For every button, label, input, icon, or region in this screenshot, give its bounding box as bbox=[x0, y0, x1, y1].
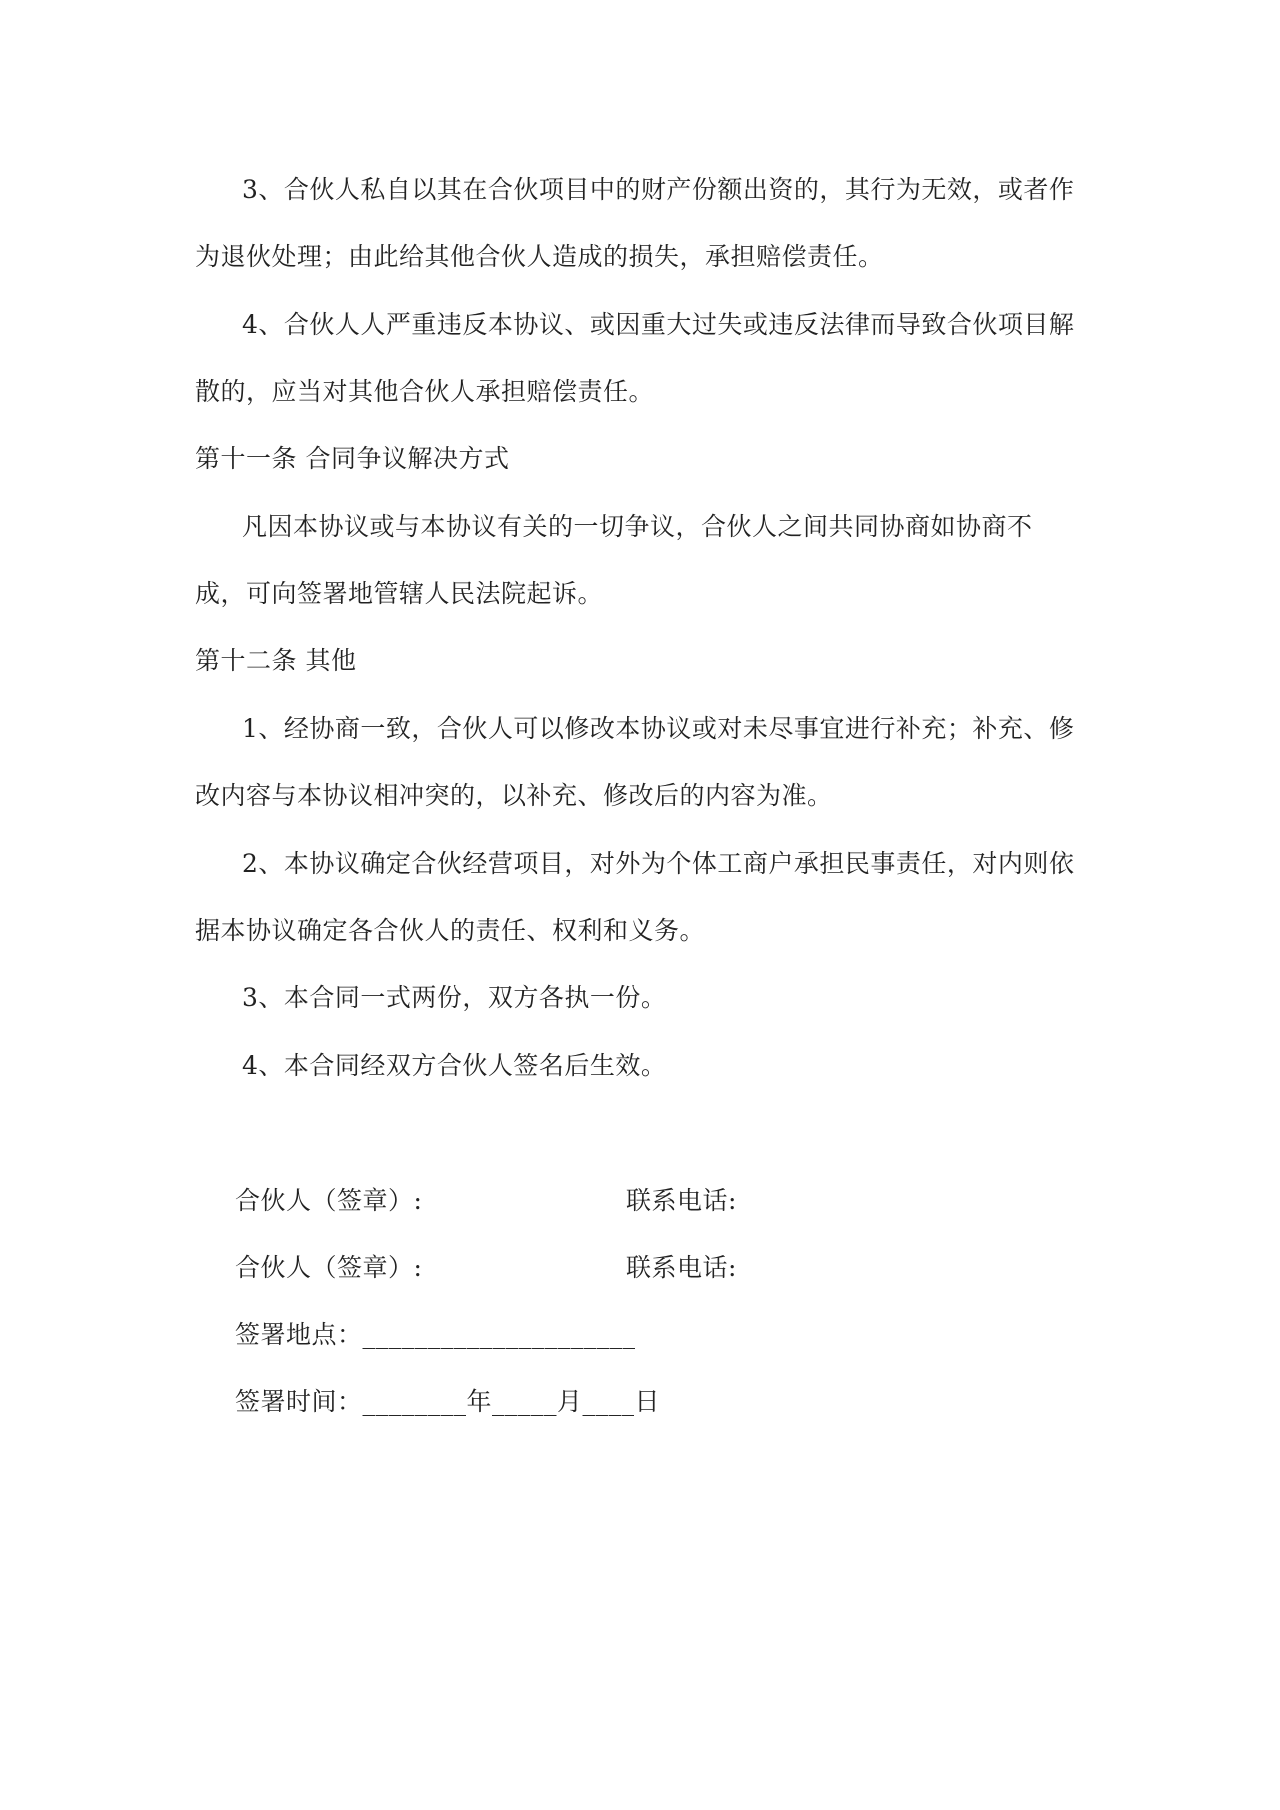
partner-1-signature-label: 合伙人（签章）: bbox=[235, 1186, 423, 1215]
partner-1-phone-label: 联系电话: bbox=[626, 1186, 737, 1215]
signing-date-line: 签署时间：________年_____月____日 bbox=[235, 1387, 661, 1416]
article-11-body-line-2: 成，可向签署地管辖人民法院起诉。 bbox=[195, 579, 604, 608]
article-12-item-1-line-1: 1、经协商一致，合伙人可以修改本协议或对未尽事宜进行补充；补充、修 bbox=[242, 714, 1075, 743]
clause-item-4-line-1: 4、合伙人人严重违反本协议、或因重大过失或违反法律而导致合伙项目解 bbox=[242, 310, 1075, 339]
signing-place-line: 签署地点：_____________________ bbox=[235, 1320, 636, 1349]
clause-item-4-line-2: 散的，应当对其他合伙人承担赔偿责任。 bbox=[195, 377, 655, 406]
article-11-heading: 第十一条 合同争议解决方式 bbox=[195, 444, 510, 473]
partner-2-phone-label: 联系电话: bbox=[626, 1253, 737, 1282]
article-12-item-2-line-1: 2、本协议确定合伙经营项目，对外为个体工商户承担民事责任，对内则依 bbox=[242, 849, 1075, 878]
article-12-item-1-line-2: 改内容与本协议相冲突的，以补充、修改后的内容为准。 bbox=[195, 781, 833, 810]
clause-item-3-line-1: 3、合伙人私自以其在合伙项目中的财产份额出资的，其行为无效，或者作 bbox=[242, 175, 1075, 204]
article-12-item-4: 4、本合同经双方合伙人签名后生效。 bbox=[242, 1051, 667, 1080]
partner-2-signature-label: 合伙人（签章）: bbox=[235, 1253, 423, 1282]
article-12-heading: 第十二条 其他 bbox=[195, 646, 357, 675]
clause-item-3-line-2: 为退伙处理；由此给其他合伙人造成的损失，承担赔偿责任。 bbox=[195, 242, 884, 271]
article-12-item-3: 3、本合同一式两份，双方各执一份。 bbox=[242, 983, 667, 1012]
article-11-body-line-1: 凡因本协议或与本协议有关的一切争议，合伙人之间共同协商如协商不 bbox=[242, 512, 1033, 541]
article-12-item-2-line-2: 据本协议确定各合伙人的责任、权利和义务。 bbox=[195, 916, 706, 945]
